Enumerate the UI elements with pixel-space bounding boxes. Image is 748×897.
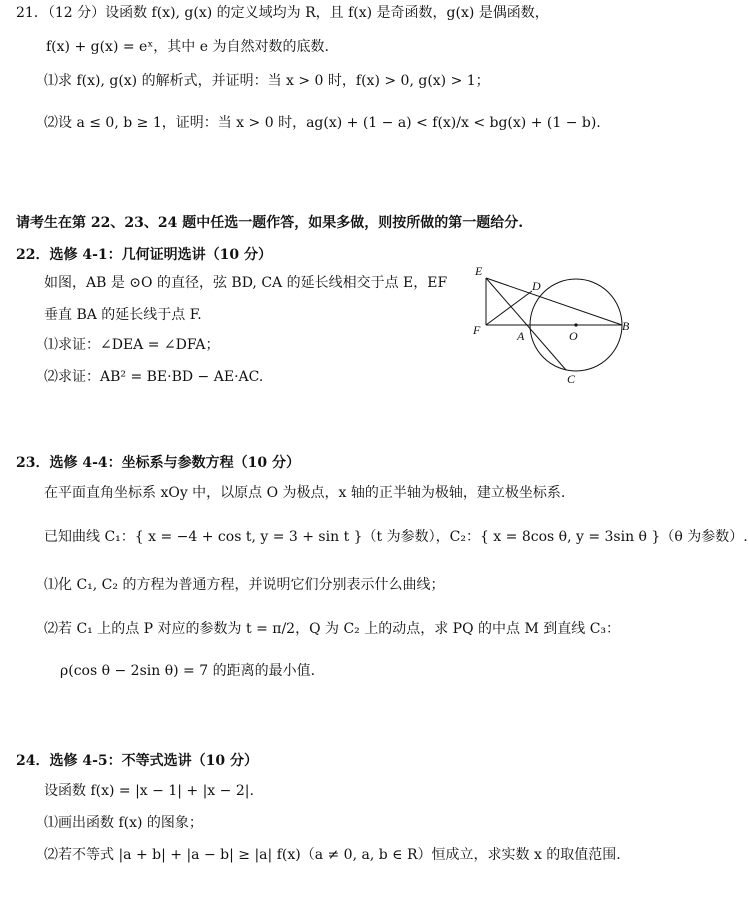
q22-text1: 如图，AB 是 ⊙O 的直径，弦 BD, CA 的延长线相交于点 E，EF (44, 275, 448, 291)
q23-text2: 已知曲线 C₁：{ x = −4 + cos t, y = 3 + sin t }（t 为参数），C₂：{ x = 8cos θ, y = 3sin θ }（θ 为参数）. (44, 529, 748, 545)
q24-part1: ⑴画出函数 f(x) 的图象； (44, 815, 203, 831)
q21-part2: ⑵设 a ≤ 0, b ≥ 1，证明：当 x > 0 时，ag(x) + (1 − a) < f(x)/x < bg(x) + (1 − b). (44, 115, 601, 131)
q23-text1: 在平面直角坐标系 xOy 中，以原点 O 为极点，x 轴的正半轴为极轴，建立极坐标系. (44, 485, 566, 501)
instruction-text: 请考生在第 22、23、24 题中任选一题作答，如果多做，则按所做的第一题给分. (16, 215, 524, 231)
q23-part2a: ⑵若 C₁ 上的点 P 对应的参数为 t = π/2，Q 为 C₂ 上的动点，求 PQ 的中点 M 到直线 C₃： (44, 621, 621, 637)
q21-part1: ⑴求 f(x), g(x) 的解析式，并证明：当 x > 0 时，f(x) > 0, g(x) > 1； (44, 73, 490, 89)
q22-part1: ⑴求证：∠DEA = ∠DFA； (44, 337, 220, 353)
q22-text2: 垂直 BA 的延长线于点 F. (44, 307, 202, 323)
label-c: C (567, 372, 576, 386)
label-a: A (517, 329, 525, 343)
geometry-figure (470, 262, 640, 387)
geometry-diagram (470, 262, 640, 387)
q24-part2: ⑵若不等式 |a + b| + |a − b| ≥ |a| f(x)（a ≠ 0, a, b ∈ R）恒成立，求实数 x 的取值范围. (44, 847, 621, 863)
q22-part2: ⑵求证：AB² = BE·BD − AE·AC. (44, 369, 264, 385)
q22-heading: 22．选修 4-1：几何证明选讲（10 分） (16, 247, 273, 263)
q24-text1: 设函数 f(x) = |x − 1| + |x − 2|. (44, 783, 254, 799)
q21-line2: f(x) + g(x) = eˣ，其中 e 为自然对数的底数. (46, 39, 329, 55)
label-f: F (473, 323, 481, 337)
q23-part2b: ρ(cos θ − 2sin θ) = 7 的距离的最小值. (60, 663, 316, 679)
center-point (574, 323, 577, 326)
q21-line1: 21．（12 分）设函数 f(x), g(x) 的定义域均为 R，且 f(x) 是奇函数，g(x) 是偶函数， (16, 5, 549, 21)
q24-heading: 24．选修 4-5：不等式选讲（10 分） (16, 753, 259, 769)
label-d: D (532, 279, 541, 293)
label-b: B (622, 319, 630, 333)
q23-heading: 23．选修 4-4：坐标系与参数方程（10 分） (16, 455, 301, 471)
label-e: E (475, 264, 483, 278)
line-fd (486, 291, 532, 325)
label-o: O (569, 329, 578, 343)
q23-part1: ⑴化 C₁, C₂ 的方程为普通方程，并说明它们分别表示什么曲线； (44, 577, 445, 593)
